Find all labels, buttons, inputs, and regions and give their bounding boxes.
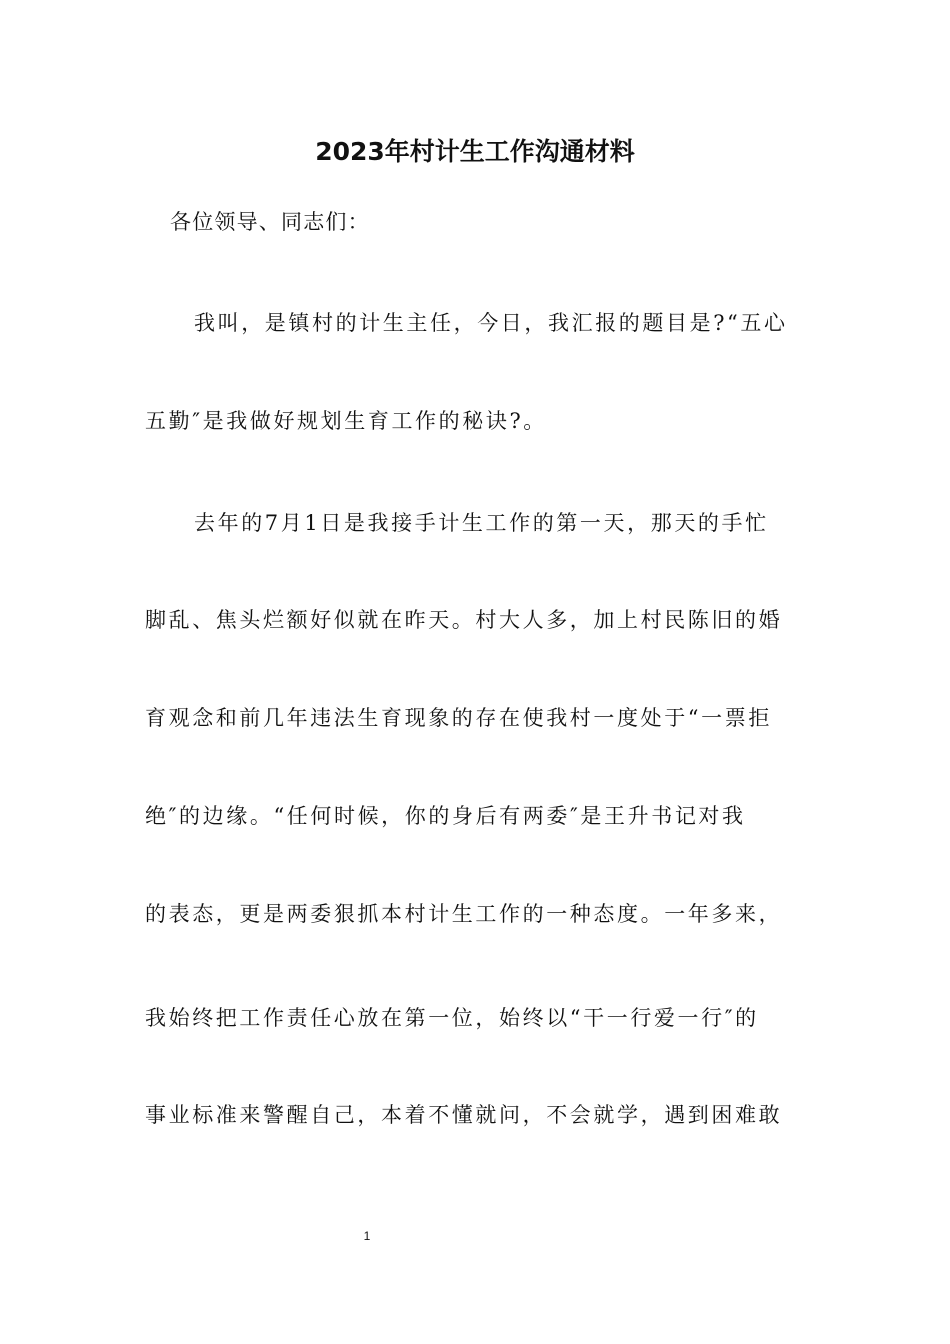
document-title: 2023年村计生工作沟通材料 xyxy=(315,137,635,166)
greeting-line: 各位领导、同志们： xyxy=(170,210,370,234)
paragraph-line: 去年的7月1日是我接手计生工作的第一天，那天的手忙 xyxy=(194,511,769,535)
paragraph-line: 育观念和前几年违法生育现象的存在使我村一度处于“一票拒 xyxy=(145,706,772,730)
paragraph-line: 我叫，是镇村的计生主任，今日，我汇报的题目是?“五心 xyxy=(194,311,788,335)
paragraph-line: 我始终把工作责任心放在第一位，始终以“干一行爱一行″的 xyxy=(145,1006,759,1030)
page-number: 1 xyxy=(363,1229,371,1243)
paragraph-line: 五勤″是我做好规划生育工作的秘诀?。 xyxy=(145,409,547,433)
paragraph-line: 绝″的边缘。“任何时候，你的身后有两委″是王升书记对我 xyxy=(145,804,746,828)
paragraph-line: 事业标准来警醒自己，本着不懂就问，不会就学，遇到困难敢 xyxy=(145,1103,783,1127)
paragraph-line: 的表态，更是两委狠抓本村计生工作的一种态度。一年多来， xyxy=(145,902,783,926)
paragraph-line: 脚乱、焦头烂额好似就在昨天。村大人多，加上村民陈旧的婚 xyxy=(145,608,783,632)
